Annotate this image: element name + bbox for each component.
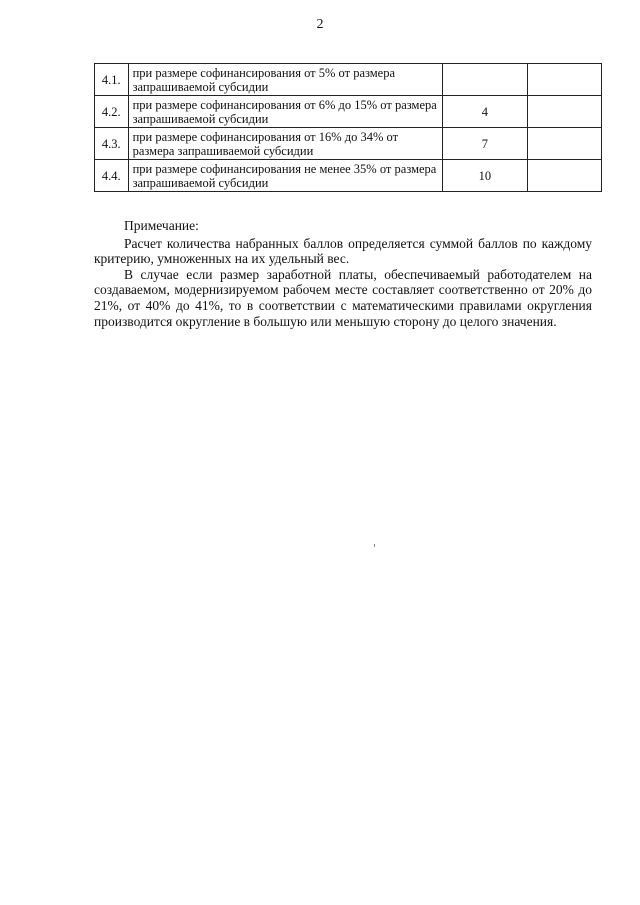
row-score: 10 [443, 160, 528, 192]
empty-cell [527, 64, 601, 96]
row-description: при размере софинансирования от 16% до 34% от размера запрашиваемой субсидии [128, 128, 443, 160]
row-number: 4.1. [95, 64, 129, 96]
row-number: 4.2. [95, 96, 129, 128]
scan-speck [374, 544, 375, 547]
empty-cell [527, 96, 601, 128]
row-description: при размере софинансирования от 6% до 15% от размера запрашиваемой субсидии [128, 96, 443, 128]
row-score: 7 [443, 128, 528, 160]
note-paragraph-2: В случае если размер заработной платы, обеспечиваемый работодателем на создаваемом, модернизируемом рабочем месте составляет соответственно от 20% до 21%, от 40% до 41%, то в соответствии с математическими правилами округления производится округление в большую или меньшую сторону до целого значения. [94, 266, 592, 329]
row-score: 4 [443, 96, 528, 128]
row-number: 4.3. [95, 128, 129, 160]
page-number: 2 [316, 17, 324, 32]
row-score [443, 64, 528, 96]
note-section [94, 218, 592, 329]
note-heading: Примечание: [124, 218, 199, 233]
row-description: при размере софинансирования не менее 35% от размера запрашиваемой субсидии [128, 160, 443, 192]
table-row [95, 160, 602, 192]
note-paragraph-1: Расчет количества набранных баллов определяется суммой баллов по каждому критерию, умноженных на их удельный вес. [94, 235, 592, 267]
table-row [95, 64, 602, 96]
table-row [95, 96, 602, 128]
criteria-table [94, 63, 602, 192]
empty-cell [527, 160, 601, 192]
empty-cell [527, 128, 601, 160]
row-description: при размере софинансирования от 5% от размера запрашиваемой субсидии [128, 64, 443, 96]
table-row [95, 128, 602, 160]
row-number: 4.4. [95, 160, 129, 192]
